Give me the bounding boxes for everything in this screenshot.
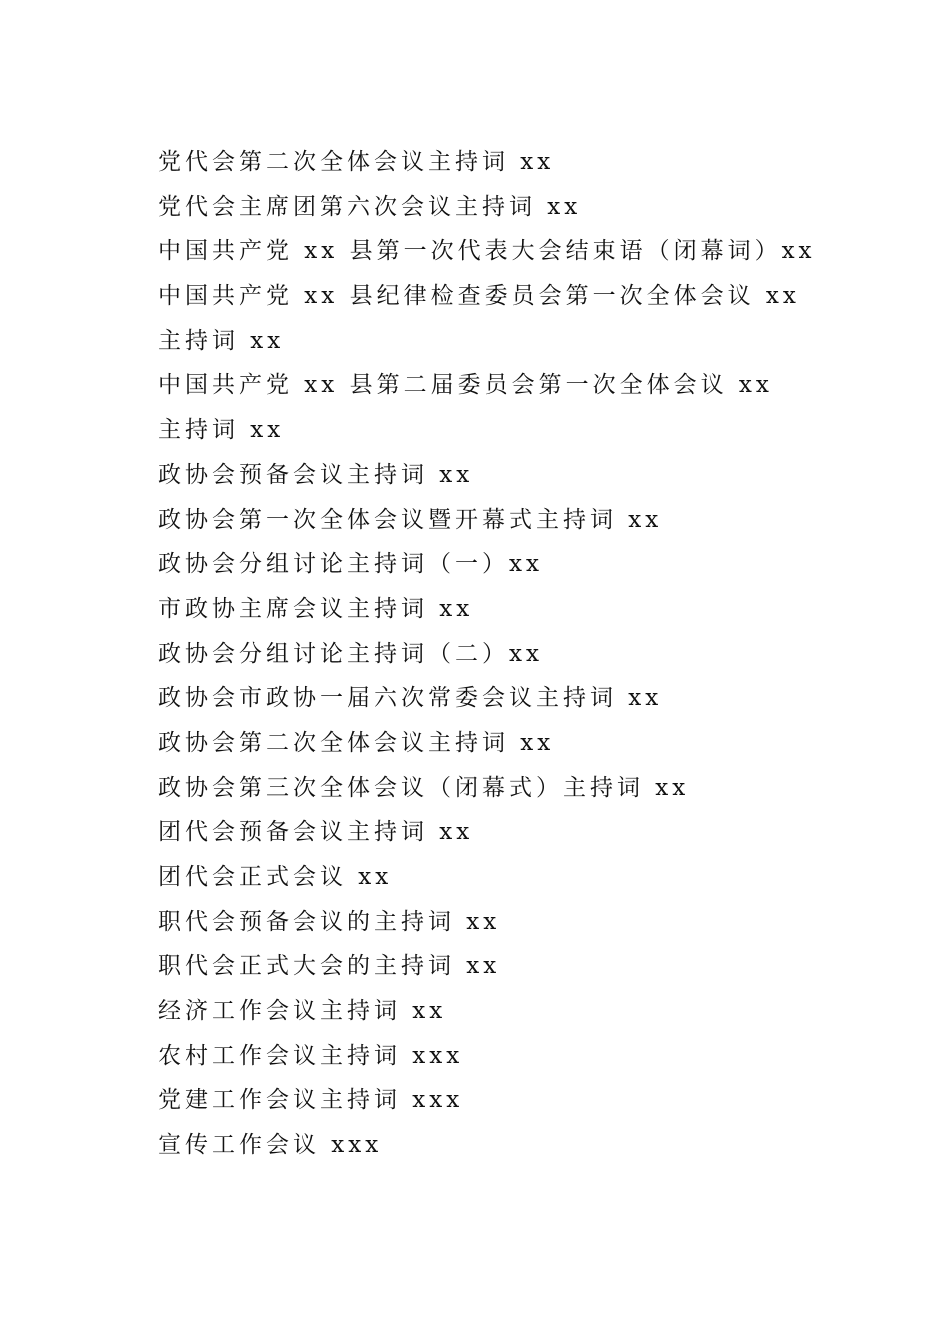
contents-line: 中国共产党 xx 县第一次代表大会结束语（闭幕词）xx (158, 238, 816, 265)
contents-line: 团代会正式会议 xx (158, 864, 393, 890)
contents-line: 市政协主席会议主持词 xx (158, 595, 474, 622)
contents-line: 经济工作会议主持词 xx (158, 998, 447, 1025)
contents-line: 农村工作会议主持词 xxx (158, 1042, 464, 1069)
contents-line: 党代会主席团第六次会议主持词 xx (158, 193, 582, 220)
contents-line: 政协会第三次全体会议（闭幕式）主持词 xx (158, 774, 690, 801)
contents-line: 中国共产党 xx 县第二届委员会第一次全体会议 xx (158, 372, 773, 399)
contents-line: 政协会第一次全体会议暨开幕式主持词 xx (158, 506, 663, 533)
contents-line: 政协会市政协一届六次常委会议主持词 xx (158, 685, 663, 712)
contents-line: 团代会预备会议主持词 xx (158, 819, 474, 846)
contents-line: 党代会第二次全体会议主持词 xx (158, 149, 555, 175)
contents-line: 政协会分组讨论主持词（一）xx (158, 551, 543, 578)
contents-line: 政协会第二次全体会议主持词 xx (158, 729, 555, 756)
contents-line: 宣传工作会议 xxx (158, 1132, 383, 1159)
contents-line: 政协会分组讨论主持词（二）xx (158, 640, 543, 667)
contents-line: 职代会正式大会的主持词 xx (158, 953, 501, 980)
contents-line: 职代会预备会议的主持词 xx (158, 908, 501, 935)
contents-line: 主持词 xx (158, 327, 285, 354)
contents-line: 政协会预备会议主持词 xx (158, 461, 474, 488)
contents-line: 中国共产党 xx 县纪律检查委员会第一次全体会议 xx (158, 283, 800, 310)
contents-line: 主持词 xx (158, 417, 285, 444)
contents-list (158, 140, 878, 1168)
contents-line: 党建工作会议主持词 xxx (158, 1087, 464, 1114)
